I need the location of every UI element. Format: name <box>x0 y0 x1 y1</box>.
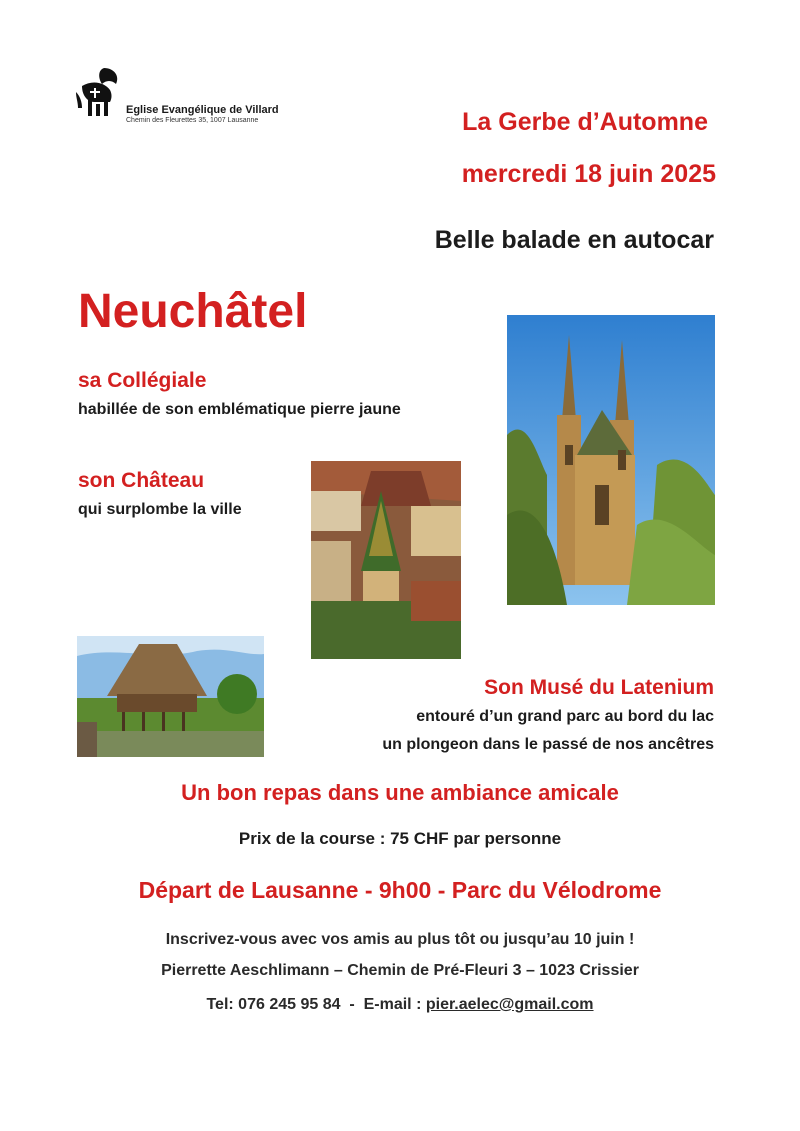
chateau-title: son Château <box>78 469 205 492</box>
contact-address: Pierrette Aeschlimann – Chemin de Pré-Fleuri 3 – 1023 Crissier <box>161 962 639 979</box>
chateau-photo <box>311 461 461 659</box>
meal-line: Un bon repas dans une ambiance amicale <box>181 780 619 805</box>
tel-text: Tel: 076 245 95 84 - E-mail : <box>206 996 426 1013</box>
church-logo-icon <box>74 66 122 118</box>
departure-line: Départ de Lausanne - 9h00 - Parc du Vélodrome <box>138 877 662 903</box>
collegiale-photo <box>507 315 715 605</box>
tagline: Belle balade en autocar <box>434 226 714 254</box>
chateau-description: qui surplombe la ville <box>78 501 242 518</box>
collegiale-title: sa Collégiale <box>78 369 207 392</box>
email-link[interactable]: pier.aelec@gmail.com <box>425 996 594 1013</box>
event-name: La Gerbe d’Automne <box>462 108 708 136</box>
latenium-description-1: entouré d’un grand parc au bord du lac <box>416 708 714 725</box>
latenium-description-2: un plongeon dans le passé de nos ancêtres <box>382 736 714 753</box>
latenium-title: Son Musé du Latenium <box>484 676 714 699</box>
price-line: Prix de la course : 75 CHF par personne <box>238 829 562 848</box>
event-date: mercredi 18 juin 2025 <box>461 160 716 188</box>
collegiale-description: habillée de son emblématique pierre jaune <box>78 401 401 418</box>
signup-line: Inscrivez-vous avec vos amis au plus tôt ou jusqu’au 10 juin ! <box>165 931 635 948</box>
org-name: Eglise Evangélique de Villard <box>126 104 279 116</box>
org-address: Chemin des Fleurettes 35, 1007 Lausanne <box>126 117 259 124</box>
latenium-photo <box>77 636 264 757</box>
destination-title: Neuchâtel <box>78 285 308 338</box>
contact-line <box>0 996 800 1014</box>
